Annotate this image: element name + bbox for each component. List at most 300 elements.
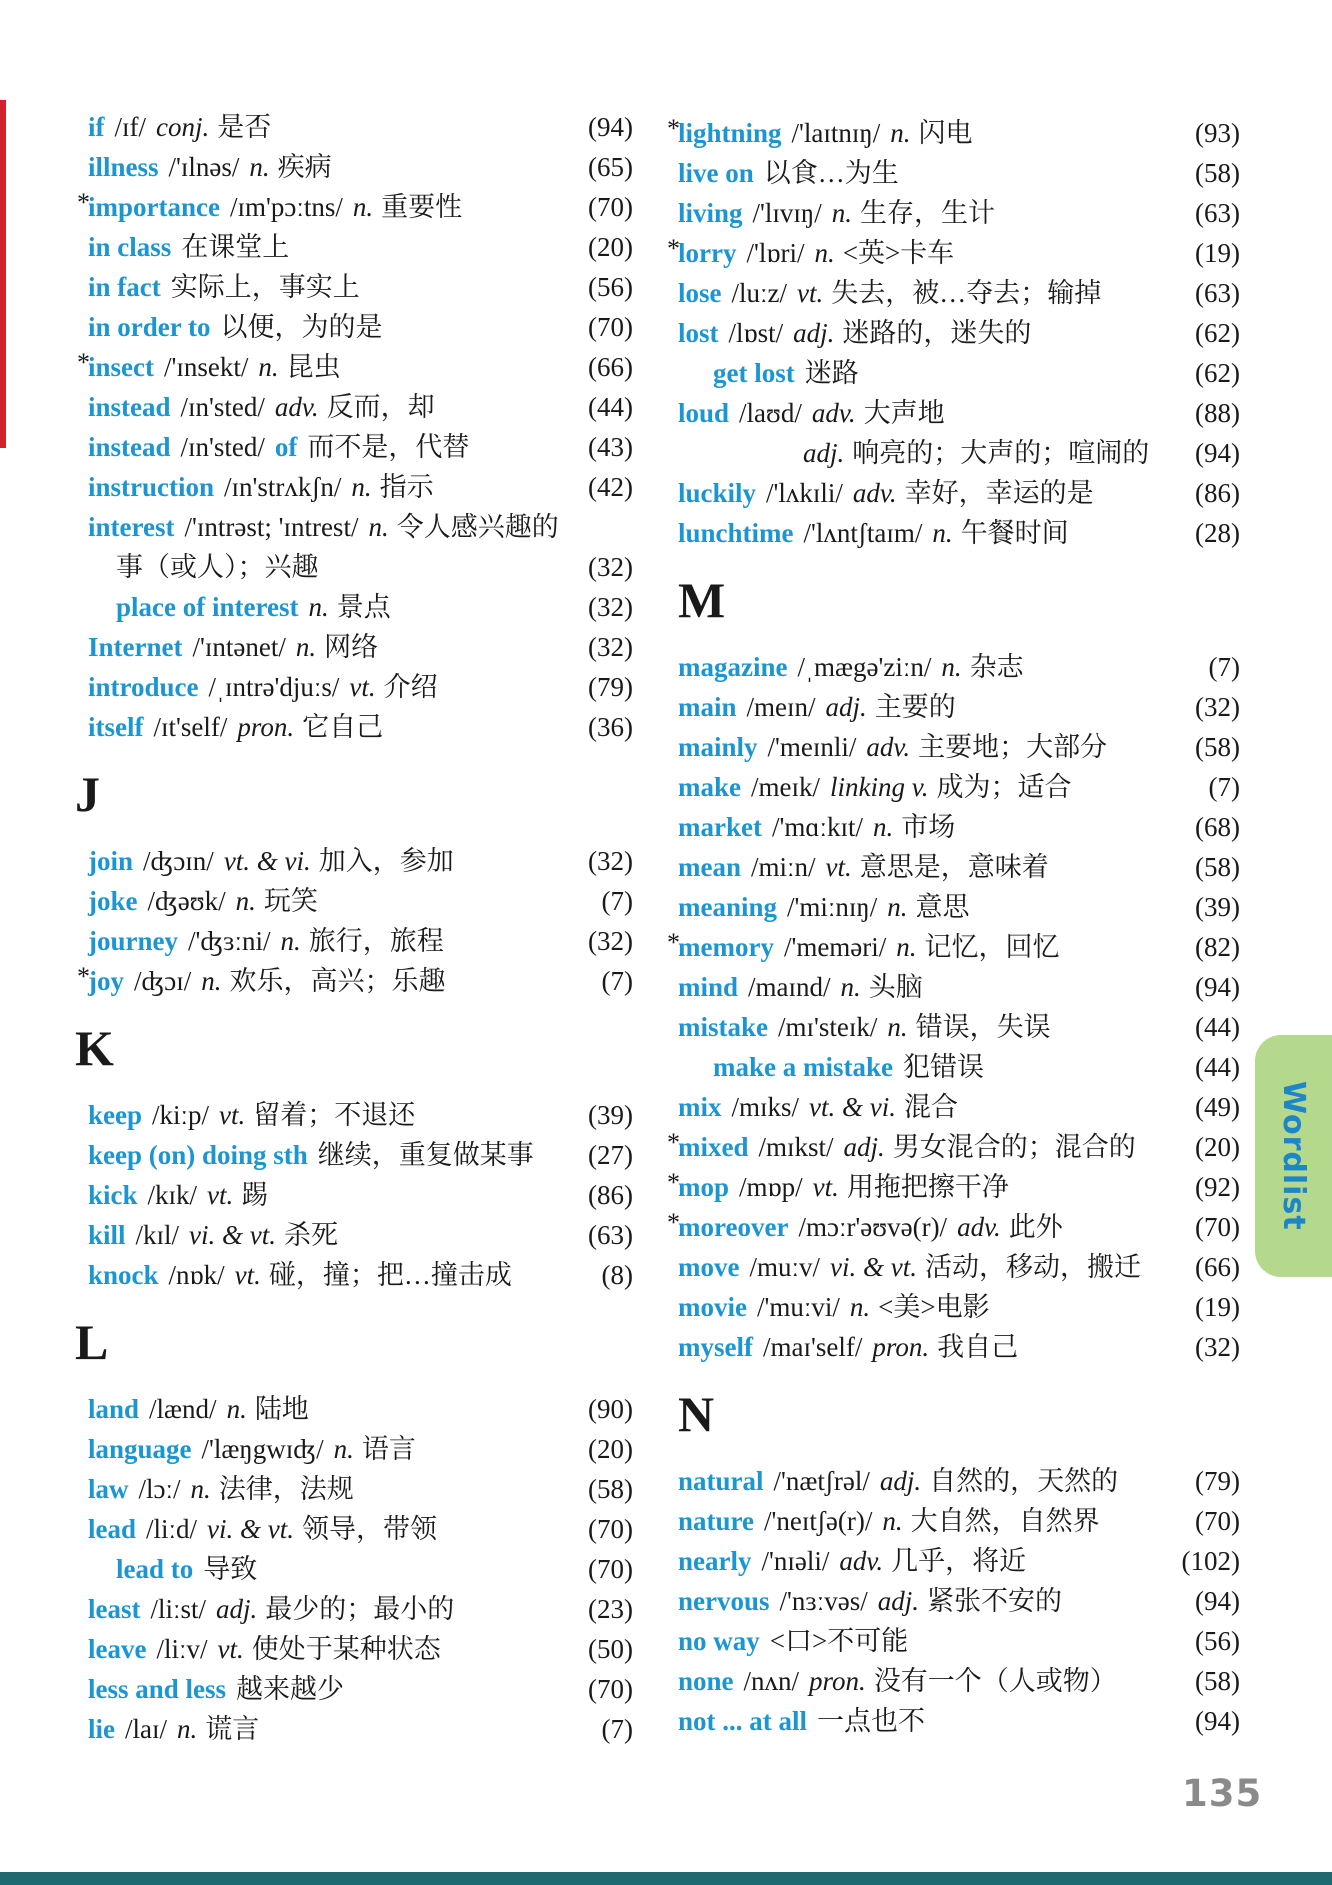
pronunciation: /nɒk/ <box>168 1260 225 1290</box>
pronunciation: /lænd/ <box>149 1394 217 1424</box>
definition: 陆地 <box>254 1394 309 1424</box>
pronunciation: /meɪk/ <box>751 772 820 802</box>
wordlist-entry <box>66 881 633 921</box>
entry-text <box>66 841 563 881</box>
part-of-speech: n. <box>890 118 911 148</box>
headword: instruction <box>88 472 215 502</box>
entry-text <box>66 467 563 507</box>
bottom-bar <box>0 1872 1332 1885</box>
page-ref: (42) <box>588 472 633 502</box>
wordlist-entry <box>667 727 1240 767</box>
entry-text <box>66 187 563 227</box>
wordlist-entry <box>667 767 1240 807</box>
page-ref: (63) <box>588 1220 633 1250</box>
part-of-speech: pron. <box>872 1332 930 1362</box>
part-of-speech: vt. <box>234 1260 261 1290</box>
page-ref: (7) <box>601 886 633 916</box>
page-ref: (66) <box>588 352 633 382</box>
pronunciation: /ɪn'sted/ <box>180 392 265 422</box>
wordlist-entry <box>667 1581 1240 1621</box>
pronunciation: /mɒp/ <box>739 1172 803 1202</box>
pronunciation: /ɪm'pɔːtns/ <box>229 192 343 222</box>
part-of-speech: n. <box>280 926 301 956</box>
part-of-speech: n. <box>887 892 908 922</box>
headword: no way <box>678 1626 760 1656</box>
page-ref: (7) <box>1208 652 1240 682</box>
entry-text <box>66 667 563 707</box>
headword: lightning <box>678 118 782 148</box>
entry-text <box>66 1135 563 1175</box>
entry-text <box>667 1047 1170 1087</box>
entry-text <box>667 473 1170 513</box>
pronunciation: /laɪ/ <box>125 1714 167 1744</box>
definition: 迷路的，迷失的 <box>842 318 1032 348</box>
entry-text <box>667 1127 1170 1167</box>
wordlist-entry <box>667 433 1240 473</box>
entry-text <box>66 1095 563 1135</box>
page-ref <box>563 507 633 547</box>
wordlist-entry <box>667 393 1240 433</box>
entry-text <box>667 967 1170 1007</box>
key-word-star: * <box>667 1208 680 1237</box>
wordlist-entry <box>667 513 1240 553</box>
headword: make <box>678 772 741 802</box>
headword: leave <box>88 1634 147 1664</box>
definition: <美>电影 <box>878 1292 990 1322</box>
definition: 留着；不退还 <box>253 1100 416 1130</box>
part-of-speech: vi. & vt. <box>189 1220 277 1250</box>
wordlist-entry <box>667 927 1240 967</box>
pronunciation: /'meɪnli/ <box>767 732 857 762</box>
entry-text <box>66 1389 563 1429</box>
part-of-speech: n. <box>368 512 389 542</box>
headword: join <box>88 846 134 876</box>
page-ref: (7) <box>601 966 633 996</box>
entry-text <box>667 513 1170 553</box>
key-word-star: * <box>77 962 90 991</box>
headword: importance <box>88 192 220 222</box>
entry-text <box>667 1701 1170 1741</box>
wordlist-entry <box>66 1549 633 1589</box>
definition: 活动，移动，搬迁 <box>924 1252 1141 1282</box>
headword: instead <box>88 392 171 422</box>
headword: luckily <box>678 478 757 508</box>
definition: 令人感兴趣的 <box>396 512 559 542</box>
wordlist-entry <box>667 313 1240 353</box>
part-of-speech: adv. <box>866 732 911 762</box>
part-of-speech: adv. <box>852 478 897 508</box>
entry-text <box>667 1167 1170 1207</box>
wordlist-entry <box>66 1589 633 1629</box>
definition: 在课堂上 <box>181 232 290 262</box>
entry-text <box>667 353 1170 393</box>
page-ref: (70) <box>588 192 633 222</box>
wordlist-entry <box>66 841 633 881</box>
definition: 谎言 <box>205 1714 260 1744</box>
entry-text <box>667 393 1170 433</box>
pronunciation: /mɔːr'əʊvə(r)/ <box>798 1212 948 1242</box>
definition: 导致 <box>203 1554 258 1584</box>
wordlist-entry <box>667 687 1240 727</box>
wordlist-entry <box>667 1087 1240 1127</box>
headword: place of interest <box>116 592 299 622</box>
wordlist-entry <box>66 307 633 347</box>
entry-text <box>667 847 1170 887</box>
definition: 实际上，事实上 <box>170 272 360 302</box>
page-ref: (70) <box>588 312 633 342</box>
headword: keep (on) doing sth <box>88 1140 308 1170</box>
headword: moreover <box>678 1212 789 1242</box>
entry-text <box>667 153 1170 193</box>
definition: 以便，为的是 <box>220 312 383 342</box>
pronunciation: /liːd/ <box>146 1514 198 1544</box>
page-ref: (88) <box>1195 398 1240 428</box>
definition: 市场 <box>901 812 956 842</box>
headword: lost <box>678 318 719 348</box>
headword: mean <box>678 852 741 882</box>
definition: 意思是，意味着 <box>859 852 1049 882</box>
headword: lead to <box>116 1554 194 1584</box>
section-header-k: K <box>75 1020 114 1076</box>
page-ref: (36) <box>588 712 633 742</box>
part-of-speech: adj. <box>879 1466 922 1496</box>
pronunciation: /'ʤɜːni/ <box>188 926 271 956</box>
pronunciation: /maɪnd/ <box>748 972 831 1002</box>
page-ref: (82) <box>1195 932 1240 962</box>
wordlist-entry <box>66 507 633 547</box>
definition: 使处于某种状态 <box>251 1634 441 1664</box>
entry-text <box>667 887 1170 927</box>
pronunciation: /mɪks/ <box>731 1092 800 1122</box>
wordlist-entry <box>667 647 1240 687</box>
entry-text <box>667 1661 1170 1701</box>
headword: meaning <box>678 892 778 922</box>
wordlist-entry <box>667 887 1240 927</box>
headword: if <box>88 112 105 142</box>
definition: 踢 <box>241 1180 269 1210</box>
pronunciation: /'nætʃrəl/ <box>773 1466 870 1496</box>
pronunciation: /'lʌkɪli/ <box>766 478 843 508</box>
part-of-speech: n. <box>352 192 374 222</box>
headword: get lost <box>713 358 795 388</box>
wordlist-entry <box>66 107 633 147</box>
page-ref: (79) <box>1195 1466 1240 1496</box>
wordlist-entry <box>667 1207 1240 1247</box>
definition: 网络 <box>324 632 379 662</box>
wordlist-entry <box>667 113 1240 153</box>
page-ref: (49) <box>1195 1092 1240 1122</box>
page-ref: (62) <box>1195 318 1240 348</box>
definition: 它自己 <box>302 712 384 742</box>
headword: nature <box>678 1506 755 1536</box>
page-ref: (94) <box>588 112 633 142</box>
pronunciation: /'muːvi/ <box>756 1292 840 1322</box>
part-of-speech: n. <box>849 1292 871 1322</box>
part-of-speech: vt. <box>797 278 824 308</box>
page-ref: (92) <box>1195 1172 1240 1202</box>
definition: 成为；适合 <box>936 772 1072 802</box>
headword: lead <box>88 1514 137 1544</box>
definition: 用拖把擦干净 <box>846 1172 1009 1202</box>
page-number: 135 <box>1182 1772 1263 1815</box>
entry-text <box>66 107 563 147</box>
wordlist-entry <box>667 153 1240 193</box>
entry-text <box>667 767 1170 807</box>
definition: 继续，重复做某事 <box>317 1140 534 1170</box>
page-ref: (66) <box>1195 1252 1240 1282</box>
page-ref: (27) <box>588 1140 633 1170</box>
definition: 混合 <box>904 1092 958 1122</box>
headword: not ... at all <box>678 1706 808 1736</box>
entry-text <box>66 347 563 387</box>
headword: instead <box>88 432 171 462</box>
definition: 大声地 <box>863 398 945 428</box>
part-of-speech: n. <box>226 1394 247 1424</box>
definition: 昆虫 <box>286 352 341 382</box>
definition: 碰，撞；把…撞击成 <box>268 1260 512 1290</box>
page-ref: (39) <box>1195 892 1240 922</box>
part-of-speech: n. <box>831 198 853 228</box>
definition: 几乎，将近 <box>891 1546 1027 1576</box>
entry-text <box>667 1461 1170 1501</box>
wordlist-entry <box>667 1461 1240 1501</box>
part-of-speech: conj. <box>156 112 210 142</box>
definition: 而不是，代替 <box>307 432 470 462</box>
definition: 此外 <box>1008 1212 1063 1242</box>
entry-text <box>66 1175 563 1215</box>
wordlist-entry <box>66 1709 633 1749</box>
headword: myself <box>678 1332 753 1362</box>
entry-text <box>66 1469 563 1509</box>
headword: move <box>678 1252 740 1282</box>
part-of-speech: vt. <box>217 1634 244 1664</box>
definition: 主要地；大部分 <box>918 732 1108 762</box>
wordlist-entry <box>667 353 1240 393</box>
headword: kill <box>88 1220 126 1250</box>
margin-red-line <box>0 100 6 448</box>
part-of-speech: adv. <box>957 1212 1001 1242</box>
wordlist-entry <box>667 193 1240 233</box>
pronunciation: /'lɪvɪŋ/ <box>752 198 822 228</box>
pronunciation: /'mɑːkɪt/ <box>771 812 863 842</box>
pronunciation: /maɪ'self/ <box>762 1332 863 1362</box>
key-word-star: * <box>667 234 680 263</box>
headword: living <box>678 198 743 228</box>
page-ref: (63) <box>1195 198 1240 228</box>
pronunciation: /'lɒri/ <box>746 238 805 268</box>
wordlist-entry <box>66 1509 633 1549</box>
pronunciation: /'laɪtnɪŋ/ <box>791 118 881 148</box>
entry-text <box>667 313 1170 353</box>
pronunciation: /'ɪntrəst; 'ɪntrest/ <box>184 512 359 542</box>
definition: 没有一个（人或物） <box>873 1666 1117 1696</box>
definition: 以食…为生 <box>763 158 899 188</box>
part-of-speech: pron. <box>809 1666 866 1696</box>
definition: 事（或人）；兴趣 <box>116 552 319 582</box>
part-of-speech: vt. <box>812 1172 839 1202</box>
entry-text <box>667 233 1170 273</box>
headword-particle: of <box>274 432 298 462</box>
entry-text <box>66 1669 563 1709</box>
page-ref: (63) <box>1195 278 1240 308</box>
headword: lorry <box>678 238 737 268</box>
entry-text <box>66 227 563 267</box>
entry-text <box>66 1549 563 1589</box>
page-ref: (8) <box>601 1260 633 1290</box>
definition: 幸好，幸运的是 <box>904 478 1094 508</box>
part-of-speech: vt. & vi. <box>809 1092 896 1122</box>
definition: 欢乐，高兴；乐趣 <box>229 966 446 996</box>
definition: <英>卡车 <box>842 238 955 268</box>
wordlist-entry <box>667 1167 1240 1207</box>
entry-text <box>66 1509 563 1549</box>
entry-text <box>667 1247 1170 1287</box>
part-of-speech: n. <box>333 1434 354 1464</box>
headword: in fact <box>88 272 161 302</box>
page-ref: (20) <box>1195 1132 1240 1162</box>
page-ref: (32) <box>588 926 633 956</box>
definition: 响亮的；大声的；喧闹的 <box>852 438 1150 468</box>
part-of-speech: n. <box>840 972 861 1002</box>
pronunciation: /ʤɔɪn/ <box>143 846 214 876</box>
part-of-speech: vt. <box>219 1100 246 1130</box>
page-ref: (90) <box>588 1394 633 1424</box>
part-of-speech: vi. & vt. <box>207 1514 295 1544</box>
headword: magazine <box>678 652 788 682</box>
pronunciation: /'neɪtʃə(r)/ <box>764 1506 873 1536</box>
part-of-speech: adv. <box>274 392 319 422</box>
part-of-speech: n. <box>887 1012 908 1042</box>
part-of-speech: n. <box>258 352 279 382</box>
definition: 是否 <box>217 112 272 142</box>
part-of-speech: n. <box>295 632 317 662</box>
entry-text <box>667 433 1170 473</box>
pronunciation: /meɪn/ <box>746 692 816 722</box>
part-of-speech: vt. <box>825 852 852 882</box>
part-of-speech: n. <box>201 966 222 996</box>
headword: natural <box>678 1466 764 1496</box>
definition: 记忆，回忆 <box>924 932 1060 962</box>
definition: 疾病 <box>277 152 332 182</box>
wordlist-entry <box>66 547 633 587</box>
headword: land <box>88 1394 140 1424</box>
definition: <口>不可能 <box>769 1626 909 1656</box>
entry-text <box>66 307 563 347</box>
page-ref: (86) <box>1195 478 1240 508</box>
wordlist-entry <box>66 1095 633 1135</box>
headword: illness <box>88 152 159 182</box>
pronunciation: /ˌmægə'ziːn/ <box>797 652 932 682</box>
part-of-speech: n. <box>249 152 270 182</box>
definition: 大自然，自然界 <box>910 1506 1100 1536</box>
part-of-speech: vt. <box>349 672 376 702</box>
entry-text <box>66 707 563 747</box>
definition: 一点也不 <box>817 1706 926 1736</box>
entry-text <box>66 1215 563 1255</box>
wordlist-entry <box>66 1669 633 1709</box>
definition: 杀死 <box>284 1220 339 1250</box>
pronunciation: /nʌn/ <box>743 1666 800 1696</box>
page-ref: (58) <box>1195 158 1240 188</box>
pronunciation: /ɪn'sted/ <box>180 432 265 462</box>
headword: main <box>678 692 737 722</box>
page-ref: (58) <box>588 1474 633 1504</box>
page-ref: (68) <box>1195 812 1240 842</box>
headword: knock <box>88 1260 159 1290</box>
wordlist-entry <box>667 807 1240 847</box>
key-word-star: * <box>667 114 680 143</box>
part-of-speech: n. <box>235 886 256 916</box>
page-ref: (86) <box>588 1180 633 1210</box>
entry-text <box>667 193 1170 233</box>
wordlist-entry <box>667 847 1240 887</box>
page-ref: (39) <box>588 1100 633 1130</box>
pronunciation: /miːn/ <box>751 852 816 882</box>
pronunciation: /luːz/ <box>731 278 787 308</box>
page-ref: (32) <box>588 846 633 876</box>
part-of-speech: adj. <box>825 692 867 722</box>
page-ref: (23) <box>588 1594 633 1624</box>
wordlist-entry <box>66 1255 633 1295</box>
definition: 迷路 <box>804 358 859 388</box>
entry-text <box>667 807 1170 847</box>
headword: nearly <box>678 1546 752 1576</box>
page-ref: (20) <box>588 1434 633 1464</box>
entry-text <box>66 427 563 467</box>
wordlist-entry <box>66 587 633 627</box>
headword: in class <box>88 232 172 262</box>
entry-text <box>66 1629 563 1669</box>
wordlist-entry <box>66 347 633 387</box>
definition: 闪电 <box>918 118 973 148</box>
part-of-speech: n. <box>177 1714 198 1744</box>
definition: 反而，却 <box>326 392 435 422</box>
page-ref: (62) <box>1195 358 1240 388</box>
page-ref: (94) <box>1195 438 1240 468</box>
wordlist-entry <box>66 1429 633 1469</box>
definition: 旅行，旅程 <box>308 926 444 956</box>
wordlist-entry <box>667 1501 1240 1541</box>
entry-text <box>66 881 563 921</box>
wordlist-entry <box>667 1327 1240 1367</box>
page-ref: (70) <box>588 1674 633 1704</box>
definition: 自然的，天然的 <box>929 1466 1119 1496</box>
wordlist-entry <box>66 1215 633 1255</box>
headword: live on <box>678 158 754 188</box>
part-of-speech: n. <box>190 1474 211 1504</box>
headword: interest <box>88 512 175 542</box>
page-ref: (93) <box>1195 118 1240 148</box>
section-header-j: J <box>75 766 100 822</box>
key-word-star: * <box>667 1168 680 1197</box>
part-of-speech: vt. <box>207 1180 234 1210</box>
part-of-speech: n. <box>872 812 894 842</box>
wordlist-entry <box>66 627 633 667</box>
headword: mainly <box>678 732 758 762</box>
definition: 午餐时间 <box>960 518 1069 548</box>
entry-text <box>66 627 563 667</box>
page-ref: (94) <box>1195 1586 1240 1616</box>
part-of-speech: adj. <box>877 1586 919 1616</box>
wordlist-entry <box>667 1701 1240 1741</box>
wordlist-entry <box>667 1287 1240 1327</box>
page-ref: (43) <box>588 432 633 462</box>
entry-text <box>66 961 563 1001</box>
wordlist-entry <box>667 1541 1240 1581</box>
part-of-speech: adv. <box>811 398 856 428</box>
pronunciation: /mɪ'steɪk/ <box>778 1012 878 1042</box>
page-ref: (19) <box>1195 1292 1240 1322</box>
